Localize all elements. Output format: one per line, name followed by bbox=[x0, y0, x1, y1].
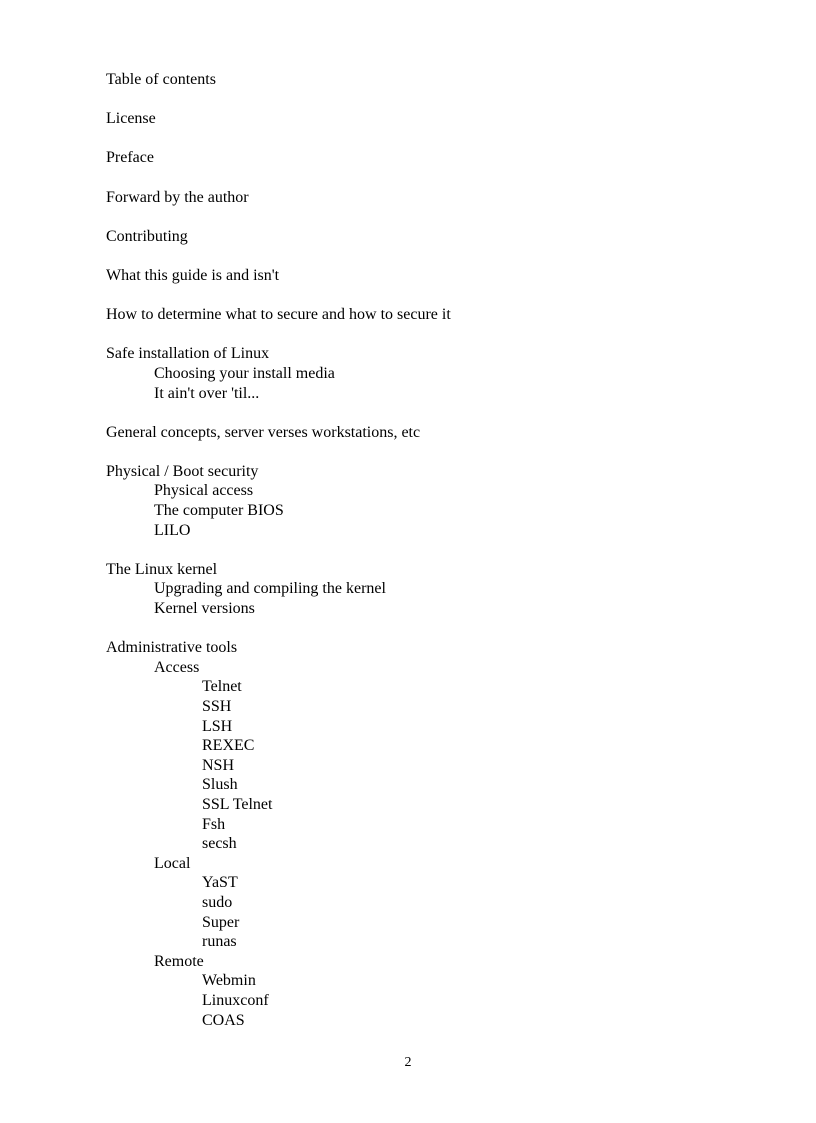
toc-entry-level3-10-0-2: LSH bbox=[202, 717, 233, 735]
toc-entry-level3-10-2-2: COAS bbox=[202, 1011, 245, 1029]
toc-entry-level1-9: The Linux kernel bbox=[106, 560, 218, 578]
toc-entry-level2-8-0: Physical access bbox=[154, 482, 254, 500]
toc-entry-level1-5: How to determine what to secure and how to secure it bbox=[106, 306, 451, 324]
toc-entry-level2-9-1: Kernel versions bbox=[154, 600, 255, 618]
toc-entry-level3-10-1-3: runas bbox=[202, 933, 237, 951]
toc-entry-level3-10-2-1: Linuxconf bbox=[202, 991, 269, 1009]
toc-entry-level2-10-2: Remote bbox=[154, 952, 204, 970]
toc-entry-level3-10-1-0: YaST bbox=[202, 874, 238, 892]
toc-entry-level2-8-1: The computer BIOS bbox=[154, 502, 284, 520]
page-number: 2 bbox=[404, 1055, 412, 1070]
toc-entry-level1-4: What this guide is and isn't bbox=[106, 266, 280, 284]
toc-entry-level1-2: Forward by the author bbox=[106, 188, 249, 206]
toc-spacer bbox=[106, 246, 746, 266]
toc-entry-level3-10-0-0: Telnet bbox=[202, 678, 242, 696]
toc-entry-level2-9-0: Upgrading and compiling the kernel bbox=[154, 580, 386, 598]
toc-entry-level3-10-0-7: Fsh bbox=[202, 815, 226, 833]
toc-spacer bbox=[106, 540, 746, 560]
toc-entry-level1-6: Safe installation of Linux bbox=[106, 345, 270, 363]
toc-entry-level3-10-0-4: NSH bbox=[202, 756, 235, 774]
toc-entry-level1-0: License bbox=[106, 110, 156, 128]
toc-spacer bbox=[106, 207, 746, 227]
toc-entry-level3-10-2-0: Webmin bbox=[202, 972, 256, 990]
toc-entry-level3-10-0-1: SSH bbox=[202, 698, 232, 715]
toc-spacer bbox=[106, 286, 746, 306]
toc-entry-level3-10-0-6: SSL Telnet bbox=[202, 795, 273, 813]
toc-entry-level1-3: Contributing bbox=[106, 227, 188, 245]
table-of-contents bbox=[106, 70, 746, 1030]
toc-spacer bbox=[106, 168, 746, 188]
toc-spacer bbox=[106, 325, 746, 345]
toc-spacer bbox=[106, 619, 746, 639]
toc-entry-level2-6-0: Choosing your install media bbox=[154, 364, 335, 382]
toc-heading: Table of contents bbox=[106, 71, 216, 88]
toc-entry-level3-10-0-5: Slush bbox=[202, 776, 238, 794]
toc-entry-level1-10: Administrative tools bbox=[106, 639, 238, 657]
toc-entry-level1-8: Physical / Boot security bbox=[106, 462, 259, 480]
toc-entry-level1-7: General concepts, server verses workstations, etc bbox=[106, 423, 421, 441]
toc-entry-level3-10-0-3: REXEC bbox=[202, 737, 255, 755]
toc-entry-level2-10-1: Local bbox=[154, 854, 191, 872]
toc-spacer bbox=[106, 403, 746, 423]
toc-entry-level3-10-1-2: Super bbox=[202, 913, 240, 931]
toc-entry-level2-8-2: LILO bbox=[154, 521, 191, 539]
toc-spacer bbox=[106, 129, 746, 149]
toc-entry-level2-10-0: Access bbox=[154, 658, 200, 676]
toc-entry-level2-6-1: It ain't over 'til... bbox=[154, 384, 260, 402]
toc-entry-level3-10-1-1: sudo bbox=[202, 893, 233, 911]
toc-entry-level1-1: Preface bbox=[106, 149, 154, 167]
toc-entry-level3-10-0-8: secsh bbox=[202, 835, 237, 853]
toc-spacer bbox=[106, 90, 746, 110]
toc-spacer bbox=[106, 442, 746, 462]
